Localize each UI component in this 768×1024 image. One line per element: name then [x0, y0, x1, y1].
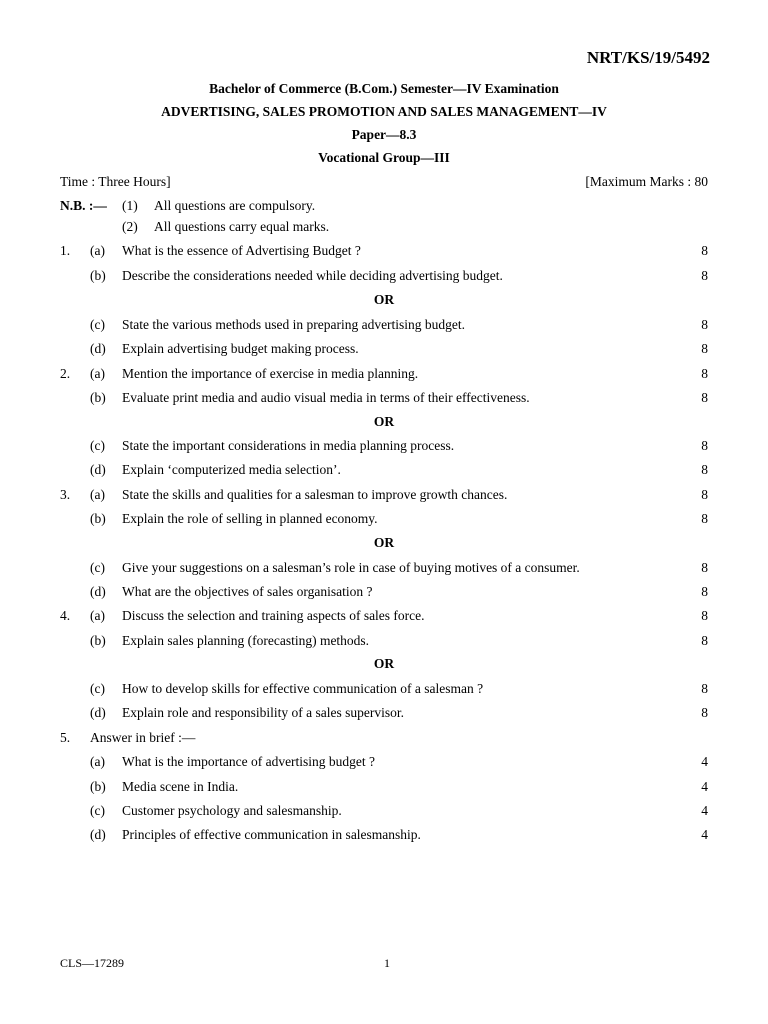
question-number: 3.	[60, 487, 71, 502]
part-marks: 8	[701, 317, 708, 332]
nb-number: (1)	[122, 198, 138, 213]
nb-text: All questions carry equal marks.	[154, 219, 330, 234]
part-label: (c)	[90, 317, 105, 332]
question-number: 2.	[60, 366, 71, 381]
part-text: Explain ‘computerized media selection’.	[122, 462, 341, 477]
part-label: (b)	[90, 633, 106, 648]
part-marks: 8	[701, 560, 708, 575]
paper-number: Paper—8.3	[351, 127, 417, 142]
part-text: State the various methods used in preparing advertising budget.	[122, 317, 466, 332]
part-text: How to develop skills for effective communication of a salesman ?	[122, 681, 484, 696]
paper-code: NRT/KS/19/5492	[586, 48, 710, 67]
or-separator: OR	[373, 656, 395, 671]
part-label: (a)	[90, 366, 105, 381]
part-label: (a)	[90, 608, 105, 623]
part-label: (d)	[90, 341, 106, 356]
part-marks: 8	[701, 633, 708, 648]
part-label: (d)	[90, 584, 106, 599]
exam-title: Bachelor of Commerce (B.Com.) Semester—IV Examination	[209, 81, 559, 96]
part-marks: 4	[701, 754, 708, 769]
part-marks: 8	[701, 705, 708, 720]
part-text: Describe the considerations needed while deciding advertising budget.	[122, 268, 503, 283]
part-label: (d)	[90, 705, 106, 720]
part-text: Mention the importance of exercise in media planning.	[122, 366, 419, 381]
part-label: (c)	[90, 803, 105, 818]
part-label: (c)	[90, 681, 105, 696]
nb-label: N.B. :—	[60, 198, 107, 213]
part-text: State the skills and qualities for a salesman to improve growth chances.	[122, 487, 508, 502]
vocational-group: Vocational Group—III	[318, 150, 450, 165]
part-marks: 8	[701, 438, 708, 453]
part-marks: 8	[701, 390, 708, 405]
part-text: Customer psychology and salesmanship.	[122, 803, 342, 818]
part-marks: 8	[701, 366, 708, 381]
part-label: (c)	[90, 438, 105, 453]
question-number: 4.	[60, 608, 71, 623]
part-marks: 8	[701, 681, 708, 696]
nb-text: All questions are compulsory.	[154, 198, 316, 213]
part-marks: 8	[701, 511, 708, 526]
part-text: Discuss the selection and training aspects of sales force.	[122, 608, 425, 623]
or-separator: OR	[373, 535, 395, 550]
question-intro: Answer in brief :—	[90, 730, 196, 745]
part-text: What is the essence of Advertising Budget ?	[122, 243, 361, 258]
part-text: Explain advertising budget making process.	[122, 341, 359, 356]
subject-title: ADVERTISING, SALES PROMOTION AND SALES MANAGEMENT—IV	[161, 104, 607, 119]
part-text: Explain role and responsibility of a sales supervisor.	[122, 705, 404, 720]
footer-code: CLS—17289	[60, 956, 125, 970]
part-label: (a)	[90, 243, 105, 258]
part-marks: 8	[701, 341, 708, 356]
maximum-marks: [Maximum Marks : 80	[585, 174, 708, 189]
part-marks: 8	[701, 584, 708, 599]
question-number: 5.	[60, 730, 71, 745]
time-allowed: Time : Three Hours]	[60, 174, 171, 189]
part-label: (d)	[90, 462, 106, 477]
page-number: 1	[384, 956, 390, 970]
part-marks: 8	[701, 243, 708, 258]
part-text: State the important considerations in media planning process.	[122, 438, 455, 453]
nb-number: (2)	[122, 219, 138, 234]
question-number: 1.	[60, 243, 71, 258]
part-label: (b)	[90, 390, 106, 405]
part-text: Media scene in India.	[122, 779, 239, 794]
part-text: Explain sales planning (forecasting) methods.	[122, 633, 370, 648]
part-text: What are the objectives of sales organisation ?	[122, 584, 373, 599]
part-label: (b)	[90, 779, 106, 794]
part-label: (b)	[90, 268, 106, 283]
part-text: Explain the role of selling in planned economy.	[122, 511, 378, 526]
part-marks: 8	[701, 487, 708, 502]
part-marks: 8	[701, 462, 708, 477]
part-label: (d)	[90, 827, 106, 842]
part-label: (a)	[90, 754, 105, 769]
part-marks: 4	[701, 779, 708, 794]
part-text: Give your suggestions on a salesman’s role in case of buying motives of a consumer.	[122, 560, 580, 575]
part-label: (b)	[90, 511, 106, 526]
part-text: What is the importance of advertising budget ?	[122, 754, 376, 769]
part-label: (c)	[90, 560, 105, 575]
part-text: Principles of effective communication in salesmanship.	[122, 827, 421, 842]
part-marks: 8	[701, 608, 708, 623]
part-label: (a)	[90, 487, 105, 502]
part-marks: 4	[701, 827, 708, 842]
part-marks: 8	[701, 268, 708, 283]
part-marks: 4	[701, 803, 708, 818]
or-separator: OR	[373, 414, 395, 429]
part-text: Evaluate print media and audio visual media in terms of their effectiveness.	[122, 390, 530, 405]
or-separator: OR	[373, 292, 395, 307]
